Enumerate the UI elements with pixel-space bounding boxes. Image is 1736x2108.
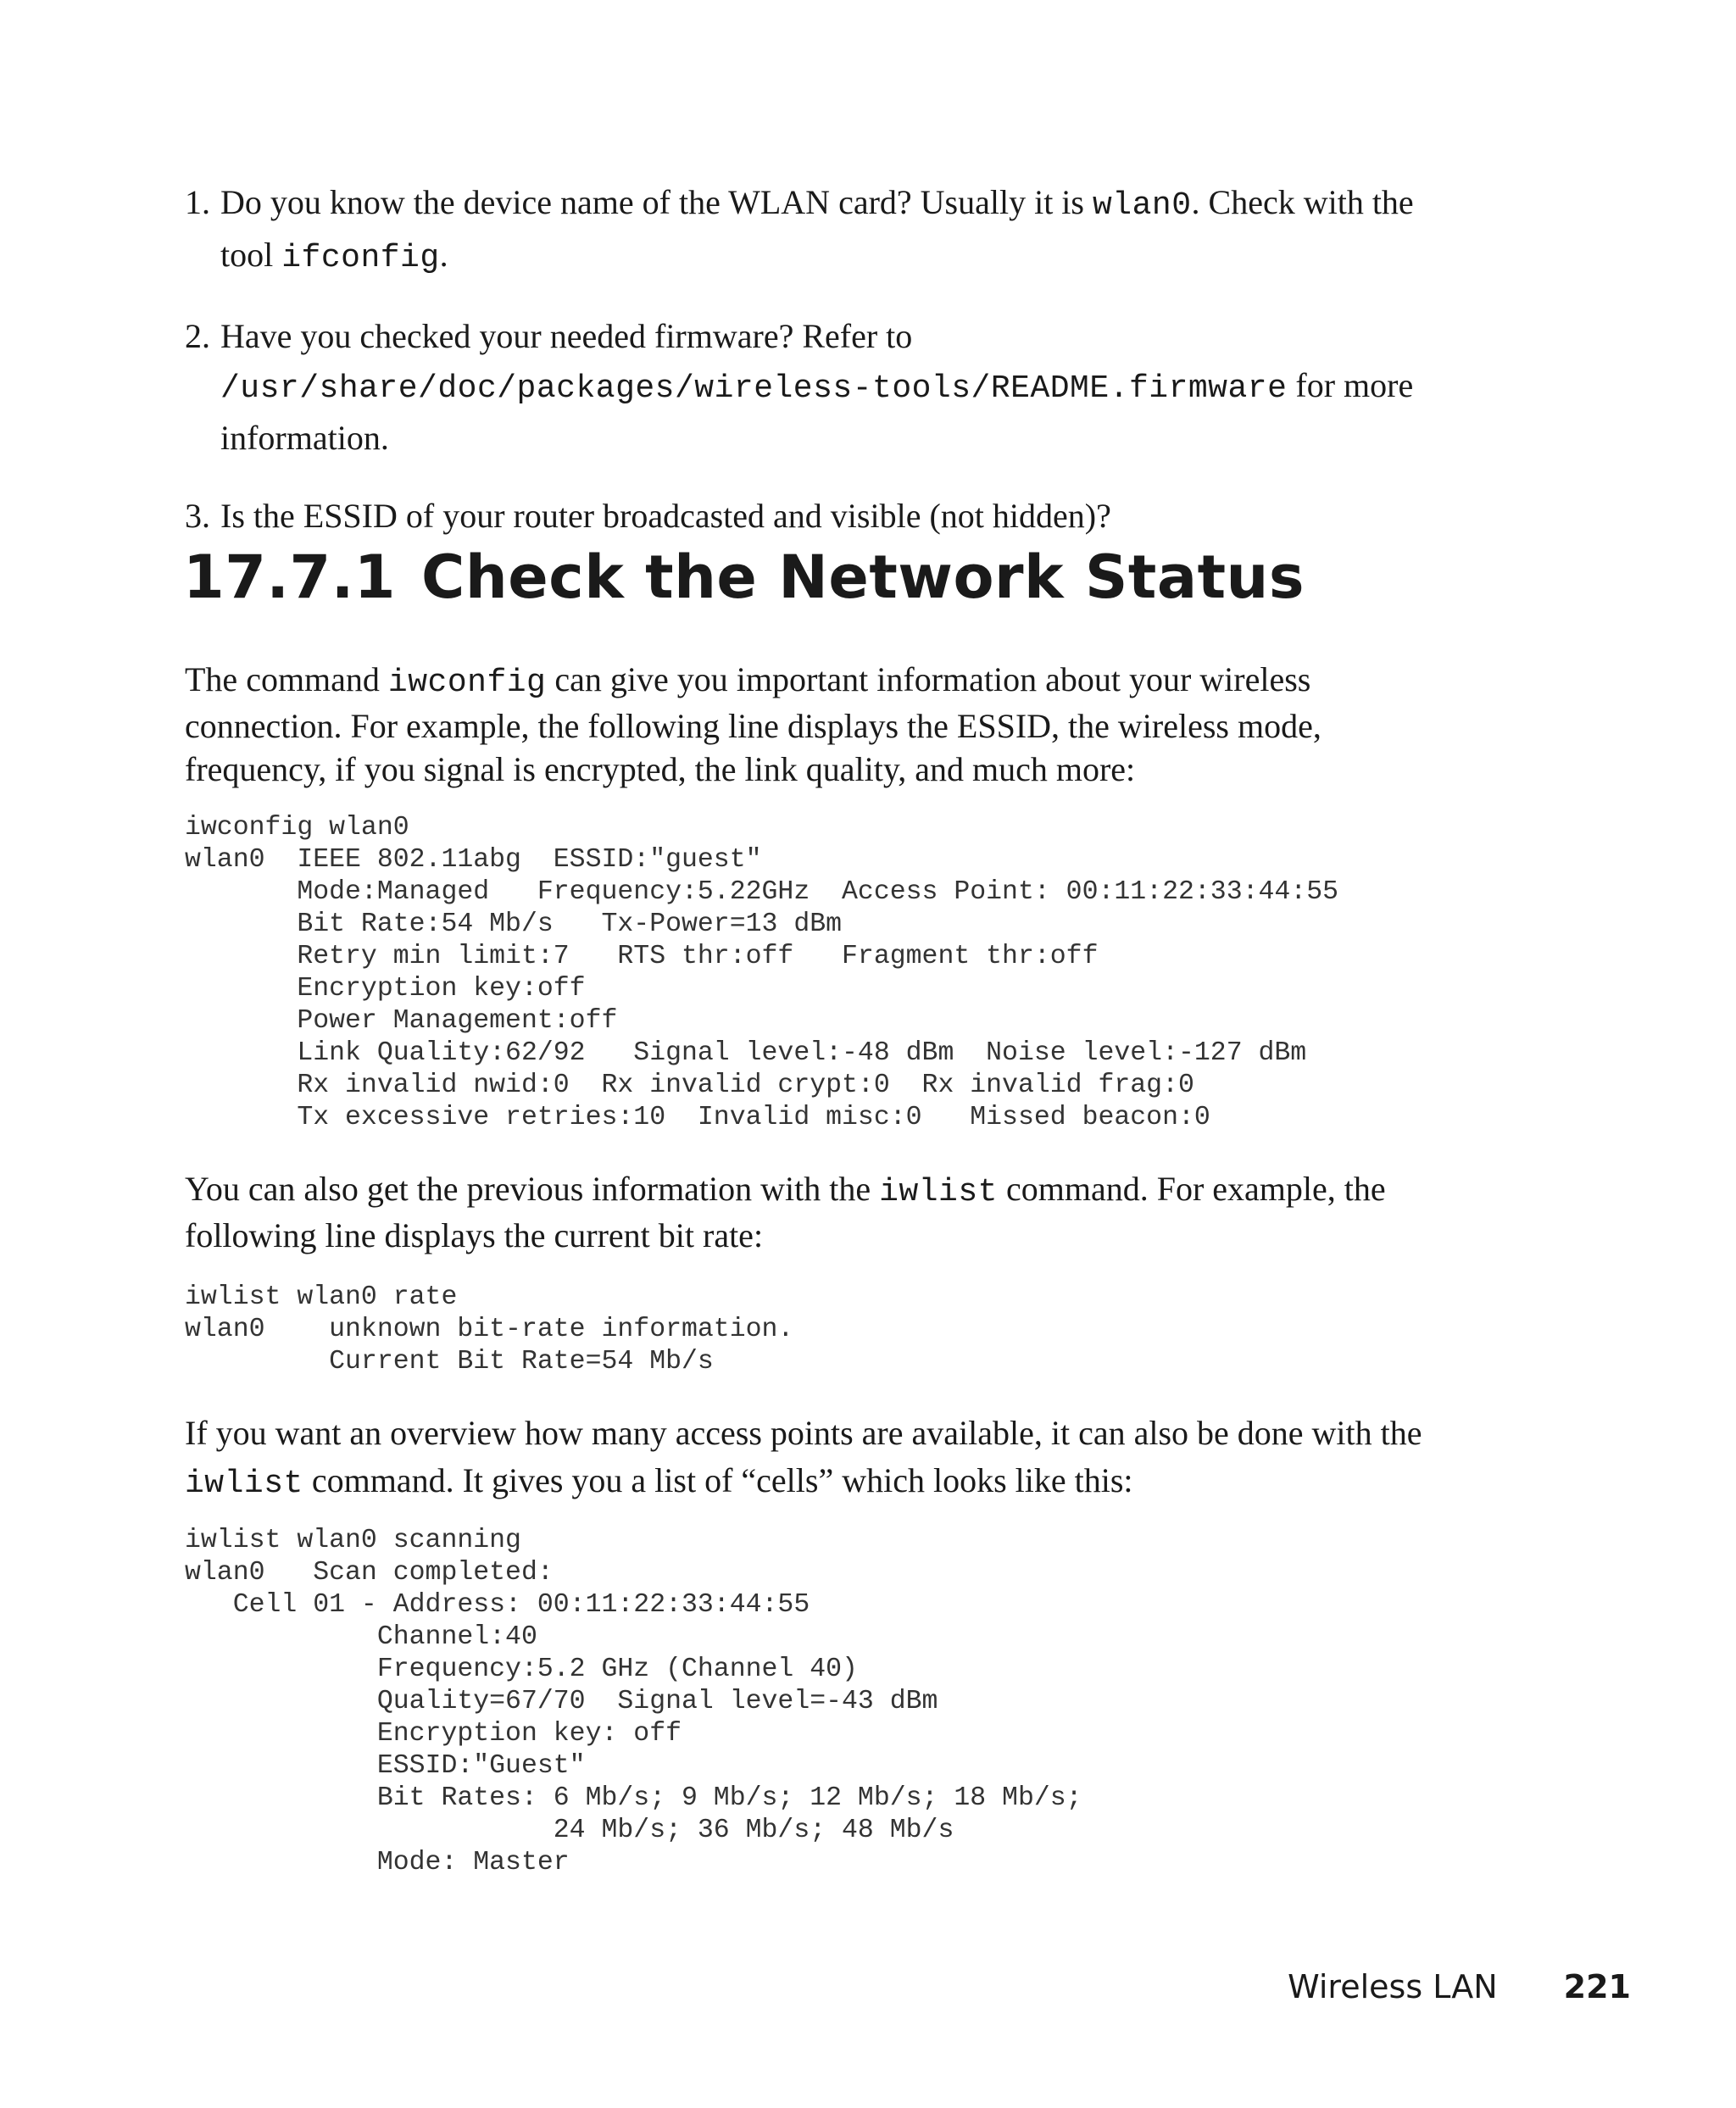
list-item	[185, 178, 1456, 283]
list-item	[185, 312, 1456, 463]
inline-code: iwlist	[185, 1466, 303, 1502]
inline-code: iwconfig	[387, 665, 547, 701]
section-heading	[183, 542, 1305, 612]
list-item-number: 1.	[185, 183, 210, 221]
list-item	[185, 492, 1456, 541]
page-number: 221	[1563, 1968, 1631, 2005]
list-item-text: Have you checked your needed firmware? Refer to /usr/share/doc/packages/wireless-tools/README.firmware for more information.	[220, 317, 1414, 457]
list-item-number: 2.	[185, 317, 210, 355]
inline-code: wlan0	[1092, 187, 1192, 224]
code-block-iwlist-scanning: iwlist wlan0 scanning wlan0 Scan completed: Cell 01 - Address: 00:11:22:33:44:55 Channel:40 Frequency:5.2 GHz (Channel 40) Quality=67/70 Signal level=-43 dBm Encryption key: off ESSID:"Guest" Bit Rates: 6 Mb/s; 9 Mb/s; 12 Mb/s; 18 Mb/s; 24 Mb/s; 36 Mb/s; 48 Mb/s Mode: Master	[185, 1526, 1082, 1877]
paragraph-iwlist-scanning: If you want an overview how many access points are available, it can also be done with the iwlist command. It gives you a list of “cells” which looks like this:	[185, 1414, 1422, 1502]
list-item-text: Do you know the device name of the WLAN card? Usually it is wlan0. Check with the tool ifconfig.	[220, 183, 1414, 276]
page-footer	[1288, 1968, 1631, 2005]
inline-code: ifconfig	[281, 240, 440, 276]
paragraph-iwconfig: The command iwconfig can give you important information about your wireless connection. For example, the following line displays the ESSID, the wireless mode, frequency, if you signal is encrypted, the link quality, and much more:	[185, 660, 1321, 788]
code-block-iwconfig: iwconfig wlan0 wlan0 IEEE 802.11abg ESSID:"guest" Mode:Managed Frequency:5.22GHz Access Point: 00:11:22:33:44:55 Bit Rate:54 Mb/s Tx-Power=13 dBm Retry min limit:7 RTS thr:off Fragment thr:off Encryption key:off Power Management:off Link Quality:62/92 Signal level:-48 dBm Noise level:-127 dBm Rx invalid nwid:0 Rx invalid crypt:0 Rx invalid frag:0 Tx excessive retries:10 Invalid misc:0 Missed beacon:0	[185, 813, 1339, 1132]
section-number: 17.7.1	[183, 542, 397, 612]
code-block-iwlist-rate: iwlist wlan0 rate wlan0 unknown bit-rate information. Current Bit Rate=54 Mb/s	[185, 1282, 794, 1377]
list-item-number: 3.	[185, 497, 210, 535]
inline-code: iwlist	[879, 1174, 998, 1210]
list-item-text: Is the ESSID of your router broadcasted and visible (not hidden)?	[220, 497, 1111, 535]
inline-code: /usr/share/doc/packages/wireless-tools/README.firmware	[220, 370, 1288, 407]
numbered-list	[185, 178, 1456, 541]
paragraph-iwlist-rate: You can also get the previous information with the iwlist command. For example, the following line displays the current bit rate:	[185, 1170, 1386, 1254]
section-title: Check the Network Status	[421, 542, 1305, 612]
footer-section-title: Wireless LAN	[1288, 1968, 1498, 2005]
